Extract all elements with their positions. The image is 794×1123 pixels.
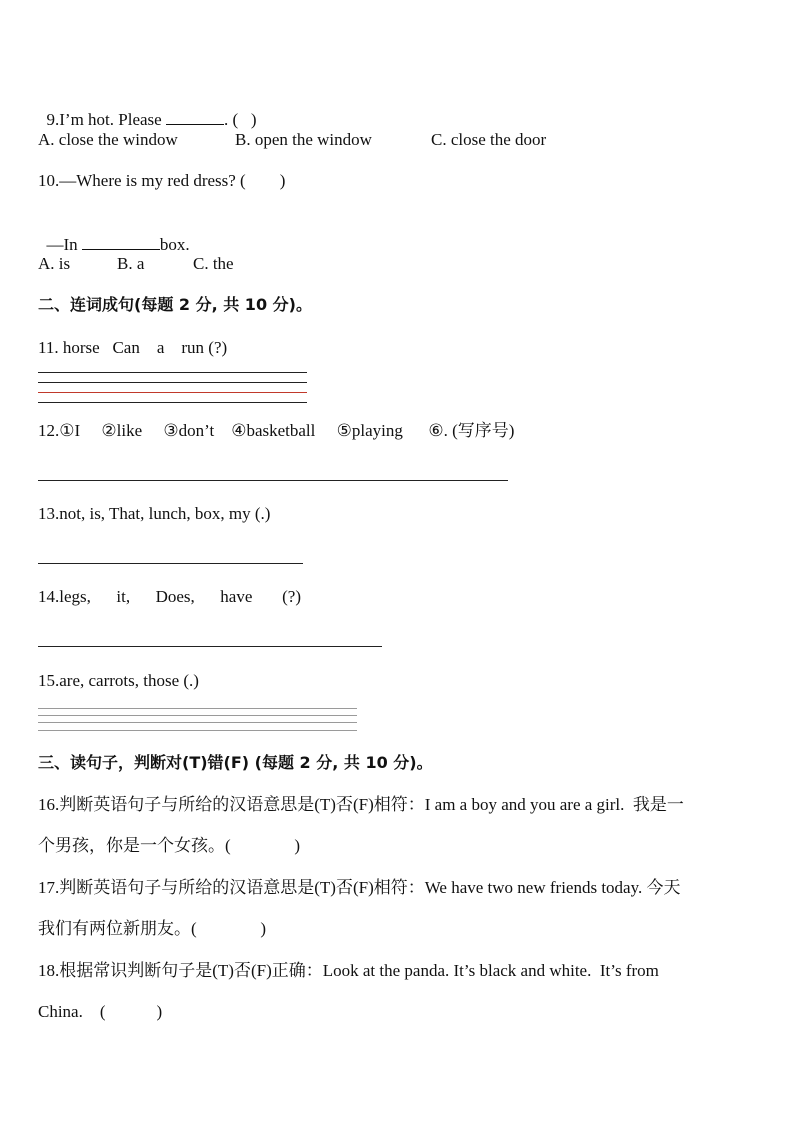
section-3-title: 三、读句子，判断对(T)错(F) (每题 2 分, 共 10 分)。 xyxy=(38,753,433,772)
writing-line xyxy=(38,722,357,723)
question-17-line-2: 我们有两位新朋友。( ) xyxy=(38,919,267,938)
question-15: 15.are, carrots, those (.) xyxy=(38,671,199,690)
question-16-line-2: 个男孩，你是一个女孩。( ) xyxy=(38,836,301,855)
answer-line[interactable] xyxy=(38,480,508,481)
writing-line xyxy=(38,392,307,393)
question-9 xyxy=(38,87,257,131)
question-18-line-2: China. ( ) xyxy=(38,1002,163,1021)
section-2-title: 二、连词成句(每题 2 分, 共 10 分)。 xyxy=(38,295,312,314)
option-a: A. close the window xyxy=(38,130,178,149)
answer-prefix: —In xyxy=(46,235,82,254)
question-13: 13.not, is, That, lunch, box, my (.) xyxy=(38,504,271,523)
option-c: C. close the door xyxy=(431,130,547,149)
answer-line[interactable] xyxy=(38,563,303,564)
question-10: 10.—Where is my red dress? ( ) xyxy=(38,171,286,190)
question-17-line-1: 17.判断英语句子与所给的汉语意思是(T)否(F)相符：We have two new friends today. 今天 xyxy=(38,878,681,897)
writing-line xyxy=(38,730,357,731)
writing-line xyxy=(38,372,307,373)
writing-line xyxy=(38,382,307,383)
question-12: 12.①I ②like ③don’t ④basketball ⑤playing ⑥. (写序号) xyxy=(38,421,515,440)
writing-line xyxy=(38,715,357,716)
question-10-answer xyxy=(38,212,190,256)
option-c: C. the xyxy=(193,254,234,273)
question-18-line-1: 18.根据常识判断句子是(T)否(F)正确：Look at the panda. It’s black and white. It’s from xyxy=(38,961,659,980)
writing-line xyxy=(38,402,307,403)
question-14: 14.legs, it, Does, have (?) xyxy=(38,587,301,606)
option-a: A. is xyxy=(38,254,71,273)
answer-blank[interactable] xyxy=(166,110,224,125)
answer-line[interactable] xyxy=(38,646,382,647)
question-9-suffix: . ( ) xyxy=(223,110,257,129)
writing-line xyxy=(38,708,357,709)
question-16-line-1: 16.判断英语句子与所给的汉语意思是(T)否(F)相符：I am a boy and you are a girl. 我是一 xyxy=(38,795,684,814)
option-b: B. open the window xyxy=(235,130,372,149)
option-b: B. a xyxy=(117,254,145,273)
question-11: 11. horse Can a run (?) xyxy=(38,338,228,357)
question-9-prefix: 9.I’m hot. Please xyxy=(46,110,166,129)
answer-blank[interactable] xyxy=(82,235,160,250)
answer-suffix: box. xyxy=(159,235,190,254)
